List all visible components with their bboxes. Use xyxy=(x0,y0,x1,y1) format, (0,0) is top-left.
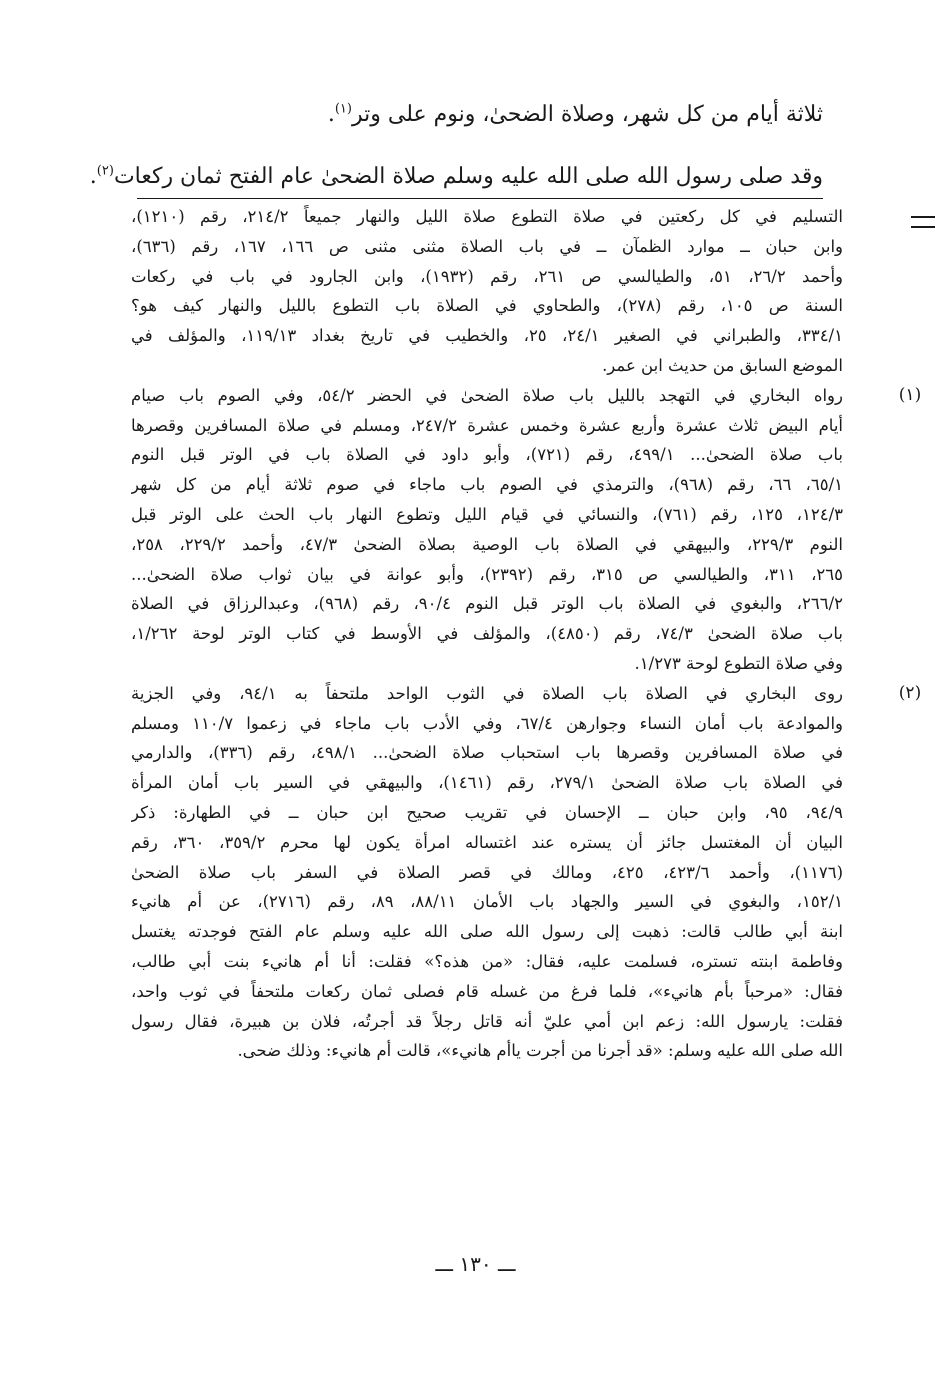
footnote-line: السنة ص ١٠٥، رقم (٢٧٨)، والطحاوي في الصلاة باب التطوع بالليل والنهار كيف هو؟ xyxy=(131,296,843,316)
footnote-line: وأحمد ٢٦/٢، ٥١، والطيالسي ص ٢٦١، رقم (١٩٣٢)، وابن الجارود في باب في ركعات xyxy=(131,266,843,286)
main-text-span: وقد صلى رسول الله صلى الله عليه وسلم صلاة الضحىٰ عام الفتح ثمان ركعات xyxy=(113,164,823,189)
main-text-line xyxy=(123,98,823,132)
footnote-number: (١) xyxy=(898,384,922,405)
page-number: ـــ ١٣٠ ـــ xyxy=(435,1252,516,1276)
footnote-number: (٢) xyxy=(898,682,922,703)
footnote-line: رواه البخاري في التهجد بالليل باب صلاة الضحىٰ في الحضر ٥٤/٢، وفي الصوم باب صيام xyxy=(131,385,843,405)
continuation-mark-icon xyxy=(911,216,935,228)
footnote-line: الله صلى الله عليه وسلم: «قد أجرنا من أجرت ياأم هانيء»، قالت أم هانيء: وذلك ضحى. xyxy=(237,1041,843,1061)
footnote-line: في صلاة المسافرين وقصرها باب استحباب صلاة الضحىٰ... ٤٩٨/١، رقم (٣٣٦)، والدارمي xyxy=(131,743,843,763)
main-text-line xyxy=(89,160,823,194)
footnote-line: ٣٣٤/١، والطبراني في الصغير ٢٤/١، ٢٥، والخطيب في تاريخ بغداد ١١٩/١٣، والمؤلف في xyxy=(131,326,843,346)
footnote-line: ابنة أبي طالب قالت: ذهبت إلى رسول الله صلى الله عليه وسلم عام الفتح فوجدته يغتسل xyxy=(131,922,843,942)
footnote-line: البيان أن المغتسل جائز أن يستره عند اغتساله امرأة يكون لها محرم ٣٥٩/٢، ٣٦٠، رقم xyxy=(131,832,843,852)
footnote-line: وفي صلاة التطوع لوحة ١/٢٧٣. xyxy=(634,653,843,673)
footnote-line: ٢٦٦/٢، والبغوي في الصلاة باب الوتر قبل النوم ٩٠/٤، رقم (٩٦٨)، وعبدالرزاق في الصلاة xyxy=(131,594,843,614)
footnote-line: باب صلاة الضحىٰ ٧٤/٣، رقم (٤٨٥٠)، والمؤلف في الأوسط في كتاب الوتر لوحة ١/٢٦٢، xyxy=(131,624,843,644)
footnote-separator xyxy=(137,198,823,199)
footnote-line: في الصلاة باب صلاة الضحىٰ ٢٧٩/١، رقم (١٤٦١)، والبيهقي في السير باب أمان المرأة xyxy=(131,773,843,793)
footnote-line: أيام البيض ثلاث عشرة وأربع عشرة وخمس عشرة ٢٤٧/٢، ومسلم في صلاة المسافرين وقصرها xyxy=(131,415,843,435)
footnote-line: النوم ٢٢٩/٣، والبيهقي في الصلاة باب الوصية بصلاة الضحىٰ ٤٧/٣، وأحمد ٢٢٩/٢، ٢٥٨، xyxy=(131,534,843,554)
footnote-line: باب صلاة الضحىٰ... ٤٩٩/١، رقم (٧٢١)، وأبو داود في الصلاة باب في الوتر قبل النوم xyxy=(131,445,843,465)
main-text-end: . xyxy=(89,164,97,189)
footnote-line: ٦٥/١، ٦٦، رقم (٩٦٨)، والترمذي في الصوم باب ماجاء في صوم ثلاثة أيام من كل شهر xyxy=(131,475,843,495)
footnote-2 xyxy=(131,679,922,1066)
footnote-line: ٢٦٥، ٣١١، والطيالسي ص ٣١٥، رقم (٢٣٩٢)، وأبو عوانة في بيان ثواب صلاة الضحىٰ... xyxy=(131,564,843,584)
footnote-line: ٩٤/٩، ٩٥، وابن حبان ــ الإحسان في تقريب صحيح ابن حبان ــ في الطهارة: ذكر xyxy=(131,802,843,822)
footnote-line: وابن حبان ــ موارد الظمآن ــ في باب الصلاة مثنى مثنى ص ١٦٦، ١٦٧، رقم (٦٣٦)، xyxy=(131,236,843,256)
footnote-line: الموضع السابق من حديث ابن عمر. xyxy=(602,355,843,375)
footnote-line: التسليم في كل ركعتين في صلاة التطوع صلاة الليل والنهار جميعاً ٢١٤/٢، رقم (١٢١٠)، xyxy=(131,207,843,226)
footnotes xyxy=(131,202,922,1066)
footnote-line: روى البخاري في الصلاة باب الصلاة في الثوب الواحد ملتحفاً به ٩٤/١، وفي الجزية xyxy=(131,683,843,703)
footnote-line: فقلت: يارسول الله: زعم ابن أمي عليّ أنه قاتل رجلاً قد أجرتُه، فلان بن هبيرة، فقال رسول xyxy=(131,1011,843,1031)
footnote-line: فقال: «مرحباً بأم هانيء»، فلما فرغ من غسله قام فصلى ثمان ركعات ملتحفاً في ثوب واحد، xyxy=(131,981,843,1001)
footnote-line: وفاطمة ابنته تستره، فسلمت عليه، فقال: «من هذه؟» فقلت: أنا أم هانيء بنت أبي طالب، xyxy=(131,951,843,971)
footnote-1 xyxy=(131,381,922,679)
footnote-line: ١٥٢/١، والبغوي في السير والجهاد باب الأمان ٨٨/١١، ٨٩، رقم (٢٧١٦)، عن أم هانيء xyxy=(131,892,843,912)
footnote-ref-2[interactable]: (٢) xyxy=(96,163,114,179)
main-text-end: . xyxy=(327,102,335,127)
main-text-span: ثلاثة أيام من كل شهر، وصلاة الضحىٰ، ونوم على وتر xyxy=(351,102,823,127)
footnote-line: ١٢٤/٣، ١٢٥، رقم (٧٦١)، والنسائي في قيام الليل وتطوع النهار باب الحث على الوتر قبل xyxy=(131,504,843,524)
footnote-continuation xyxy=(131,202,843,381)
footnote-line: والموادعة باب أمان النساء وجوارهن ٦٧/٤، وفي الأدب باب ماجاء في زعموا ١١٠/٧ ومسلم xyxy=(131,713,843,733)
footnote-ref-1[interactable]: (١) xyxy=(334,101,352,117)
footnote-line: (١١٧٦)، وأحمد ٤٢٣/٦، ٤٢٥، ومالك في قصر الصلاة في السفر باب صلاة الضحىٰ xyxy=(131,862,843,882)
